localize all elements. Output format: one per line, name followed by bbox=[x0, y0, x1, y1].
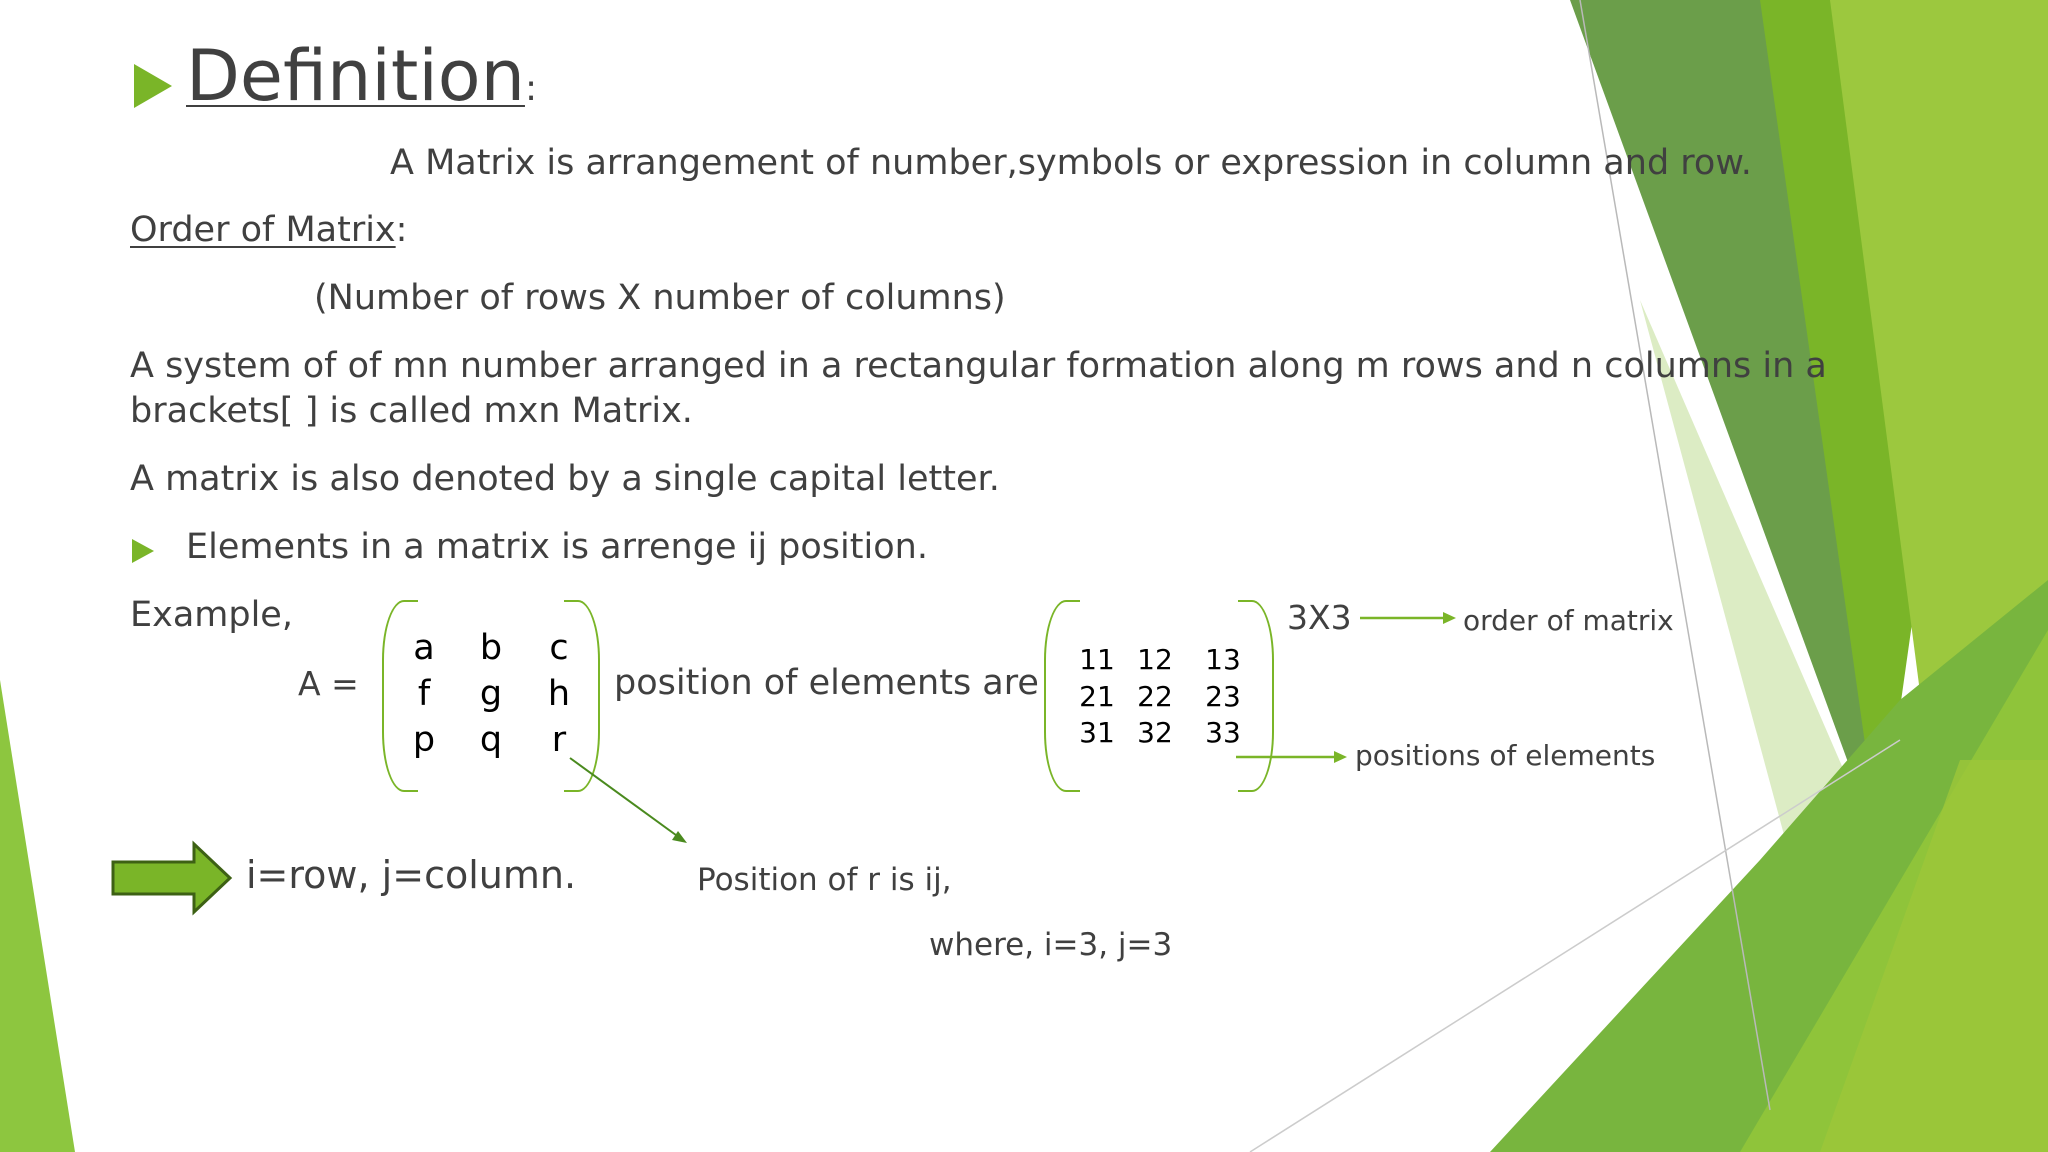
matrix-a-cell-1-0: f bbox=[417, 674, 431, 714]
position-cell-0-0: 11 bbox=[1079, 643, 1115, 676]
where-text: where, i=3, j=3 bbox=[929, 927, 1173, 963]
matrix-a-cell-0-2: c bbox=[549, 628, 569, 668]
matrix-a-cell-2-0: p bbox=[412, 720, 436, 760]
position-cell-1-0: 21 bbox=[1079, 680, 1115, 713]
ij-text: i=row, j=column. bbox=[246, 853, 577, 897]
system-text-line1: A system of of mn number arranged in a rectangular formation along m rows and n columns in a bbox=[130, 346, 1827, 386]
position-cell-1-2: 23 bbox=[1205, 680, 1241, 713]
order-value: 3X3 bbox=[1287, 598, 1352, 637]
matrix-a-cell-1-1: g bbox=[479, 674, 503, 714]
definition-text: A Matrix is arrangement of number,symbols or expression in column and row. bbox=[390, 143, 1752, 183]
matrix-a-cell-2-2: r bbox=[551, 720, 567, 760]
matrix-a-cell-0-1: b bbox=[479, 628, 503, 668]
positions-annotation: positions of elements bbox=[1355, 739, 1656, 772]
order-colon: : bbox=[395, 210, 408, 250]
title-colon: : bbox=[524, 68, 538, 109]
matrix-a-cell-0-0: a bbox=[413, 628, 435, 668]
position-cell-2-2: 33 bbox=[1205, 716, 1241, 749]
matrix-name: A = bbox=[298, 664, 359, 703]
position-cell-2-0: 31 bbox=[1079, 716, 1115, 749]
capital-letter-text: A matrix is also denoted by a single capital letter. bbox=[130, 459, 1000, 499]
order-heading: Order of Matrix bbox=[130, 210, 396, 250]
position-cell-0-2: 13 bbox=[1205, 643, 1241, 676]
matrix-a-cell-1-2: h bbox=[547, 674, 571, 714]
positions-pointer-arrowhead bbox=[1334, 751, 1347, 763]
position-cell-0-1: 12 bbox=[1137, 643, 1173, 676]
position-label: position of elements are bbox=[614, 663, 1039, 703]
position-r-text: Position of r is ij, bbox=[697, 862, 952, 898]
bullet-text: Elements in a matrix is arrenge ij position. bbox=[186, 527, 928, 567]
order-formula: (Number of rows X number of columns) bbox=[314, 278, 1006, 318]
slide-title: Definition bbox=[186, 35, 525, 117]
order-annotation: order of matrix bbox=[1463, 604, 1674, 637]
r-pointer-line bbox=[570, 758, 680, 838]
system-text-line2: brackets[ ] is called mxn Matrix. bbox=[130, 391, 693, 431]
example-label: Example, bbox=[130, 595, 293, 635]
position-cell-1-1: 22 bbox=[1137, 680, 1173, 713]
matrix-a-cell-2-1: q bbox=[479, 720, 503, 760]
position-cell-2-1: 32 bbox=[1137, 716, 1173, 749]
order-pointer-arrowhead bbox=[1443, 612, 1456, 624]
